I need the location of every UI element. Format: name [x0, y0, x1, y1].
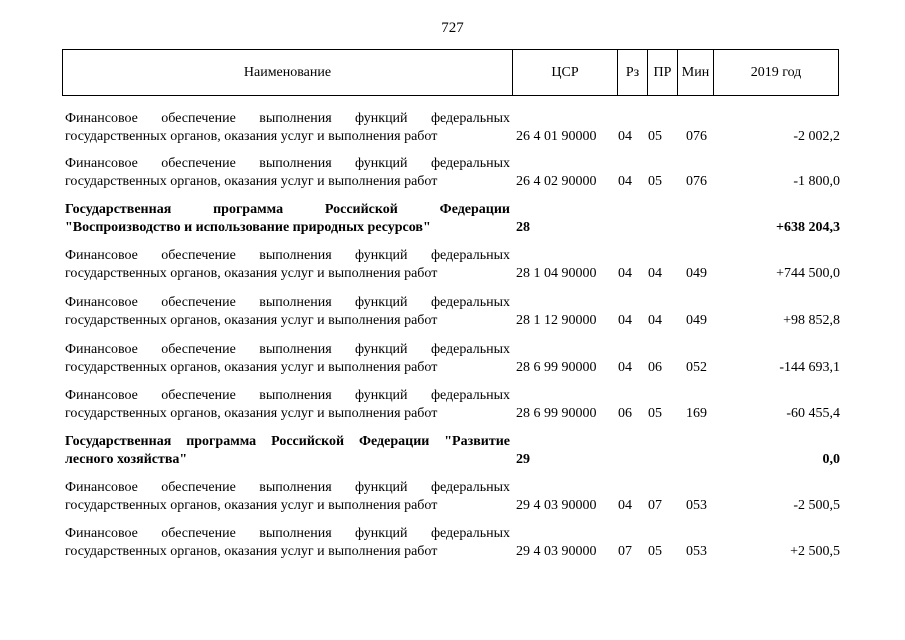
row-pr: 04 [648, 266, 662, 281]
row-rz: 07 [618, 544, 632, 559]
row-min: 049 [686, 313, 707, 328]
table-row [0, 387, 905, 427]
row-rz: 04 [618, 313, 632, 328]
table-row [0, 247, 905, 287]
table-row-program [0, 201, 905, 241]
row-amount: +98 852,8 [783, 313, 840, 328]
row-amount: +744 500,0 [776, 266, 840, 281]
row-amount: -60 455,4 [786, 406, 840, 421]
row-csr: 26 4 01 90000 [516, 129, 597, 144]
row-csr: 28 [516, 220, 530, 235]
row-csr: 29 4 03 90000 [516, 544, 597, 559]
row-min: 076 [686, 129, 707, 144]
header-rz: Рз [617, 50, 647, 95]
row-amount: -144 693,1 [779, 360, 840, 375]
row-name: Финансовое обеспечение выполнения функций федеральных государственных органов, оказания услуг и выполнения работ [65, 295, 510, 328]
row-csr: 28 1 04 90000 [516, 266, 597, 281]
row-rz: 04 [618, 498, 632, 513]
table-header [62, 49, 839, 96]
row-min: 053 [686, 544, 707, 559]
row-pr: 06 [648, 360, 662, 375]
table-row [0, 294, 905, 334]
row-name: Финансовое обеспечение выполнения функций федеральных государственных органов, оказания услуг и выполнения работ [65, 526, 510, 559]
row-rz: 04 [618, 129, 632, 144]
header-pr: ПР [647, 50, 677, 95]
row-min: 169 [686, 406, 707, 421]
row-name: Финансовое обеспечение выполнения функций федеральных государственных органов, оказания услуг и выполнения работ [65, 156, 510, 189]
row-name: Финансовое обеспечение выполнения функций федеральных государственных органов, оказания услуг и выполнения работ [65, 388, 510, 421]
row-csr: 29 4 03 90000 [516, 498, 597, 513]
row-pr: 05 [648, 129, 662, 144]
table-row [0, 525, 905, 565]
row-rz: 06 [618, 406, 632, 421]
row-csr: 28 6 99 90000 [516, 406, 597, 421]
row-pr: 05 [648, 544, 662, 559]
row-csr: 28 1 12 90000 [516, 313, 597, 328]
row-amount: -2 002,2 [793, 129, 840, 144]
row-csr: 28 6 99 90000 [516, 360, 597, 375]
row-name: Финансовое обеспечение выполнения функций федеральных государственных органов, оказания услуг и выполнения работ [65, 248, 510, 281]
row-min: 049 [686, 266, 707, 281]
header-year: 2019 год [713, 50, 838, 95]
row-amount: -2 500,5 [793, 498, 840, 513]
row-name: Финансовое обеспечение выполнения функций федеральных государственных органов, оказания услуг и выполнения работ [65, 342, 510, 375]
page-number: 727 [441, 20, 464, 36]
table-row [0, 110, 905, 150]
row-amount: -1 800,0 [793, 174, 840, 189]
table-row [0, 341, 905, 381]
header-name: Наименование [243, 64, 332, 80]
row-name: Финансовое обеспечение выполнения функций федеральных государственных органов, оказания услуг и выполнения работ [65, 480, 510, 513]
row-rz: 04 [618, 174, 632, 189]
row-pr: 04 [648, 313, 662, 328]
row-min: 076 [686, 174, 707, 189]
row-pr: 05 [648, 174, 662, 189]
row-rz: 04 [618, 266, 632, 281]
row-pr: 07 [648, 498, 662, 513]
row-csr: 26 4 02 90000 [516, 174, 597, 189]
table-row [0, 155, 905, 195]
row-amount: +638 204,3 [776, 220, 840, 235]
row-amount: 0,0 [822, 452, 840, 467]
table-row [0, 479, 905, 519]
row-name: Государственная программа Российской Федерации "Воспроизводство и использование природных ресурсов" [65, 202, 510, 235]
row-min: 052 [686, 360, 707, 375]
row-amount: +2 500,5 [790, 544, 840, 559]
row-rz: 04 [618, 360, 632, 375]
row-csr: 29 [516, 452, 530, 467]
header-min: Мин [677, 50, 713, 95]
row-pr: 05 [648, 406, 662, 421]
row-min: 053 [686, 498, 707, 513]
row-name: Государственная программа Российской Федерации "Развитие лесного хозяйства" [65, 434, 510, 467]
row-name: Финансовое обеспечение выполнения функций федеральных государственных органов, оказания услуг и выполнения работ [65, 111, 510, 144]
table-row-program [0, 433, 905, 473]
header-csr: ЦСР [512, 50, 617, 95]
